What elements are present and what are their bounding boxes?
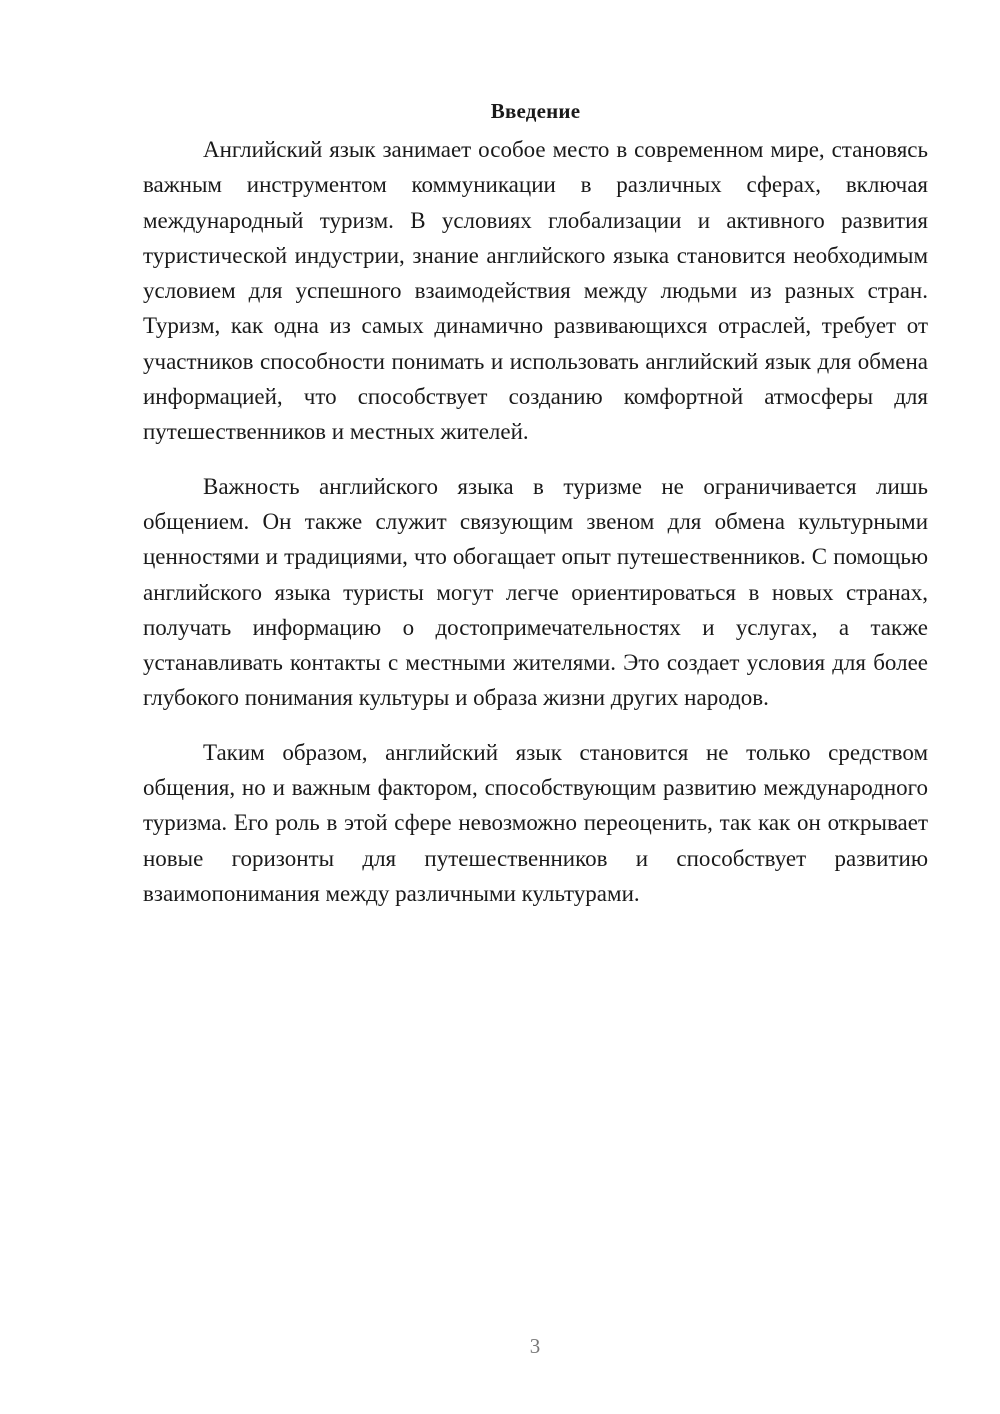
paragraph-1: Английский язык занимает особое место в современном мире, становясь важным инструментом коммуникации в различных сферах, включая международный туризм. В условиях глобализации и активного развития туристической индустрии, знание английского языка становится необходимым условием для успешного взаимодействия между людьми из разных стран. Туризм, как одна из самых динамично развивающихся отраслей, требует от участников способности понимать и использовать английский язык для обмена информацией, что способствует созданию комфортной атмосферы для путешественников и местных жителей. xyxy=(143,137,928,445)
paragraph-2: Важность английского языка в туризме не ограничивается лишь общением. Он также служит связующим звеном для обмена культурными ценностями и традициями, что обогащает опыт путешественников. С помощью английского языка туристы могут легче ориентироваться в новых странах, получать информацию о достопримечательностях и услугах, а также устанавливать контакты с местными жителями. Это создает условия для более глубокого понимания культуры и образа жизни других народов. xyxy=(143,473,928,711)
paragraph-3: Таким образом, английский язык становится не только средством общения, но и важным фактором, способствующим развитию международного туризма. Его роль в этой сфере невозможно переоценить, так как он открывает новые горизонты для путешественников и способствует развитию взаимопонимания между различными культурами. xyxy=(143,739,928,906)
page-content xyxy=(143,96,928,930)
section-heading: Введение xyxy=(490,99,581,123)
page-number: 3 xyxy=(529,1334,541,1358)
